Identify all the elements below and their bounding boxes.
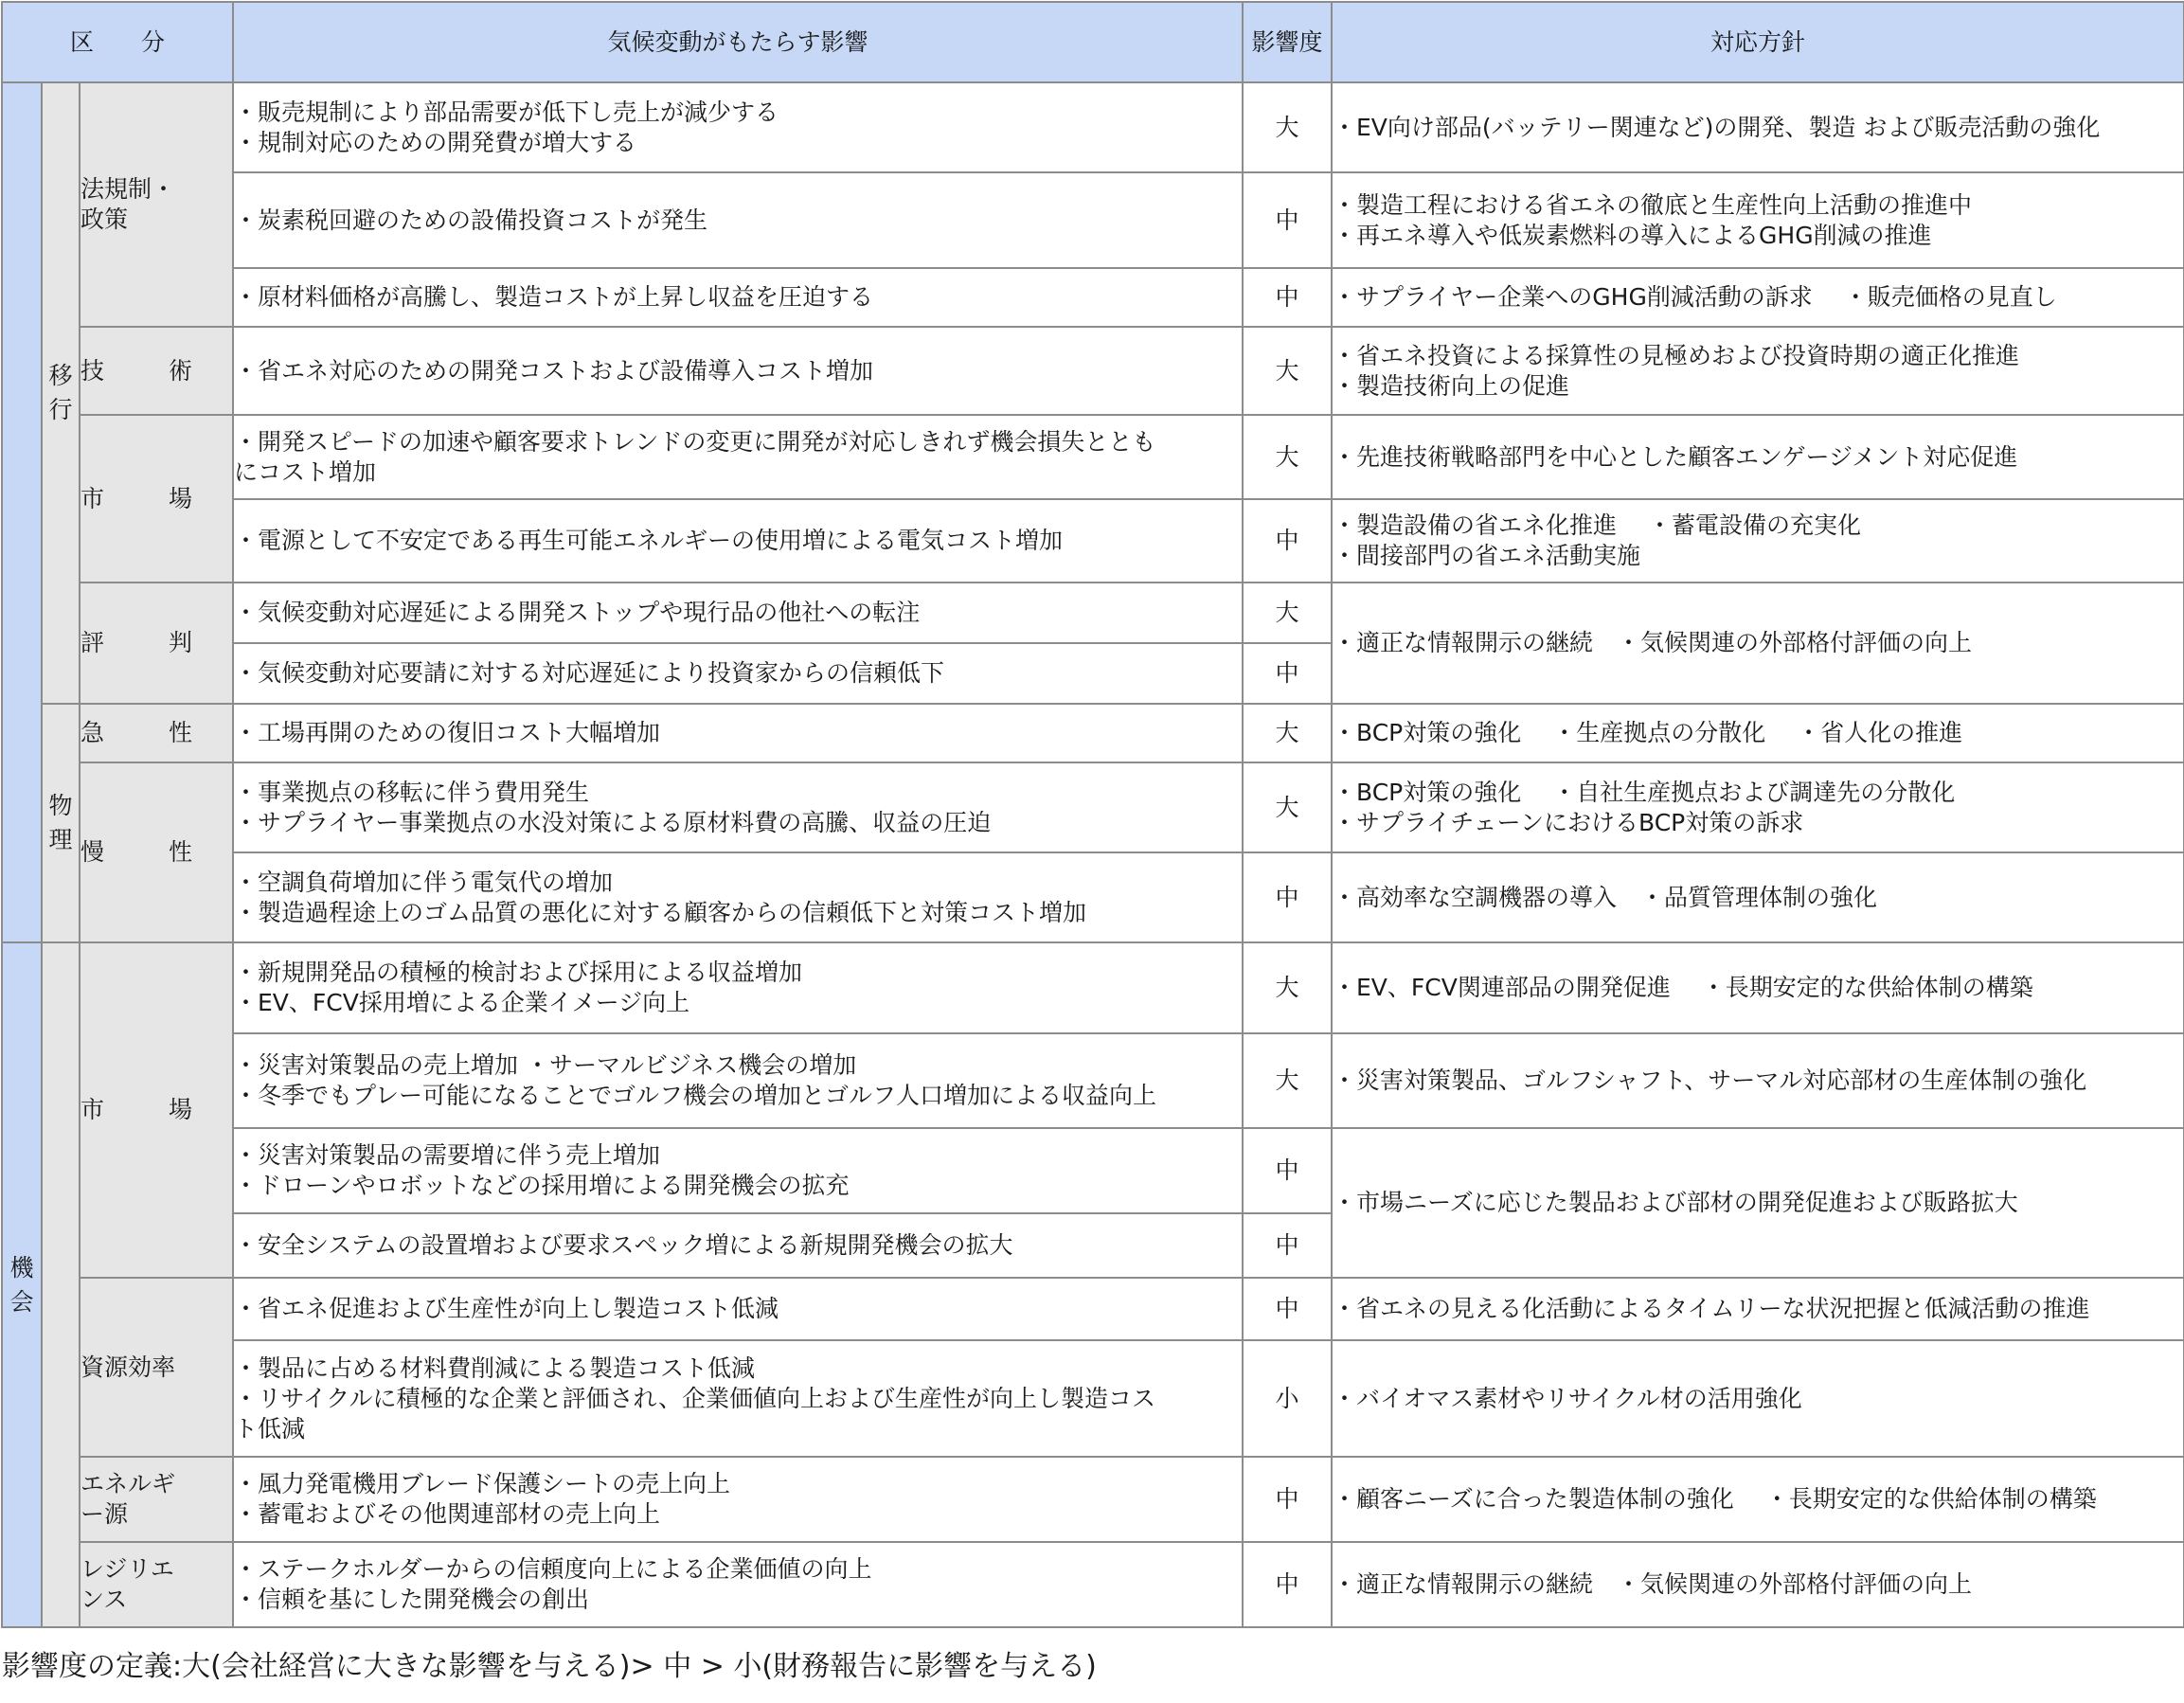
effect-cell: ・気候変動対応遅延による開発ストップや現行品の他社への転注 xyxy=(233,583,1243,643)
level-cell: 大 xyxy=(1243,82,1332,172)
policy-cell: ・サプライヤー企業へのGHG削減活動の訴求 ・販売価格の見直し xyxy=(1332,268,2184,327)
policy-cell: ・EV向け部品(バッテリー関連など)の開発、製造 および販売活動の強化 xyxy=(1332,82,2184,172)
level-cell: 大 xyxy=(1243,762,1332,852)
effect-cell: ・安全システムの設置増および要求スペック増による新規開発機会の拡大 xyxy=(233,1213,1243,1278)
level-cell: 大 xyxy=(1243,704,1332,762)
table-header-row xyxy=(2,2,2184,82)
table-row xyxy=(2,499,2184,583)
table-row xyxy=(2,1457,2184,1542)
effect-cell: ・災害対策製品の需要増に伴う売上増加 ・ドローンやロボットなどの採用増による開発機会の拡充 xyxy=(233,1128,1243,1213)
effect-cell: ・炭素税回避のための設備投資コストが発生 xyxy=(233,172,1243,268)
table-row xyxy=(2,327,2184,415)
effect-cell: ・空調負荷増加に伴う電気代の増加 ・製造過程途上のゴム品質の悪化に対する顧客からの信頼低下と対策コスト増加 xyxy=(233,852,1243,942)
policy-cell: ・BCP対策の強化 ・自社生産拠点および調達先の分散化 ・サプライチェーンにおけるBCP対策の訴求 xyxy=(1332,762,2184,852)
level-cell: 中 xyxy=(1243,1213,1332,1278)
header-effect: 気候変動がもたらす影響 xyxy=(233,2,1243,82)
group-transition: 移行 xyxy=(42,82,80,704)
effect-cell: ・省エネ促進および生産性が向上し製造コスト低減 xyxy=(233,1278,1243,1340)
effect-cell: ・新規開発品の積極的検討および採用による収益増加 ・EV、FCV採用増による企業イメージ向上 xyxy=(233,942,1243,1033)
level-cell: 大 xyxy=(1243,1033,1332,1128)
policy-cell: ・適正な情報開示の継続 ・気候関連の外部格付評価の向上 xyxy=(1332,583,2184,704)
table-row xyxy=(2,762,2184,852)
header-level: 影響度 xyxy=(1243,2,1332,82)
policy-cell: ・適正な情報開示の継続 ・気候関連の外部格付評価の向上 xyxy=(1332,1542,2184,1627)
group-transition-physical-cell xyxy=(2,82,42,942)
effect-cell: ・気候変動対応要請に対する対応遅延により投資家からの信頼低下 xyxy=(233,643,1243,704)
table-row xyxy=(2,942,2184,1033)
header-policy: 対応方針 xyxy=(1332,2,2184,82)
level-cell: 中 xyxy=(1243,172,1332,268)
level-cell: 中 xyxy=(1243,852,1332,942)
subcat-acute: 急 性 xyxy=(80,704,233,762)
subcat-resilience: レジリエンス xyxy=(80,1542,233,1627)
subcat-reputation: 評 判 xyxy=(80,583,233,704)
effect-cell: ・電源として不安定である再生可能エネルギーの使用増による電気コスト増加 xyxy=(233,499,1243,583)
policy-cell: ・災害対策製品、ゴルフシャフト、サーマル対応部材の生産体制の強化 xyxy=(1332,1033,2184,1128)
table-row xyxy=(2,1340,2184,1457)
effect-cell: ・原材料価格が高騰し、製造コストが上昇し収益を圧迫する xyxy=(233,268,1243,327)
table-row xyxy=(2,268,2184,327)
group-opportunity-spacer xyxy=(42,942,80,1627)
effect-cell: ・省エネ対応のための開発コストおよび設備導入コスト増加 xyxy=(233,327,1243,415)
table-row xyxy=(2,1278,2184,1340)
subcat-chronic: 慢 性 xyxy=(80,762,233,942)
level-cell: 中 xyxy=(1243,1542,1332,1627)
policy-cell: ・バイオマス素材やリサイクル材の活用強化 xyxy=(1332,1340,2184,1457)
impact-definition-footnote: 影響度の定義:大(会社経営に大きな影響を与える)> 中 > 小(財務報告に影響を与える) xyxy=(2,1650,1097,1683)
table-row xyxy=(2,1033,2184,1128)
subcat-market: 市 場 xyxy=(80,415,233,583)
policy-cell: ・EV、FCV関連部品の開発促進 ・長期安定的な供給体制の構築 xyxy=(1332,942,2184,1033)
level-cell: 中 xyxy=(1243,268,1332,327)
policy-cell: ・製造工程における省エネの徹底と生産性向上活動の推進中 ・再エネ導入や低炭素燃料の導入によるGHG削減の推進 xyxy=(1332,172,2184,268)
effect-cell: ・ステークホルダーからの信頼度向上による企業価値の向上 ・信頼を基にした開発機会の創出 xyxy=(233,1542,1243,1627)
policy-cell: ・BCP対策の強化 ・生産拠点の分散化 ・省人化の推進 xyxy=(1332,704,2184,762)
effect-cell: ・製品に占める材料費削減による製造コスト低減 ・リサイクルに積極的な企業と評価され、企業価値向上および生産性が向上し製造コス ト低減 xyxy=(233,1340,1243,1457)
subcat-energy: エネルギー源 xyxy=(80,1457,233,1542)
climate-impact-table xyxy=(1,1,2184,1628)
policy-cell: ・省エネの見える化活動によるタイムリーな状況把握と低減活動の推進 xyxy=(1332,1278,2184,1340)
effect-cell: ・風力発電機用ブレード保護シートの売上向上 ・蓄電およびその他関連部材の売上向上 xyxy=(233,1457,1243,1542)
effect-cell: ・販売規制により部品需要が低下し売上が減少する ・規制対応のための開発費が増大する xyxy=(233,82,1243,172)
table-row xyxy=(2,852,2184,942)
level-cell: 大 xyxy=(1243,583,1332,643)
policy-cell: ・製造設備の省エネ化推進 ・蓄電設備の充実化 ・間接部門の省エネ活動実施 xyxy=(1332,499,2184,583)
subcat-market-opportunity: 市 場 xyxy=(80,942,233,1278)
table-row xyxy=(2,704,2184,762)
group-opportunity: 機会 xyxy=(2,942,42,1627)
subcat-technology: 技 術 xyxy=(80,327,233,415)
subcat-resource: 資源効率 xyxy=(80,1278,233,1457)
table-row xyxy=(2,583,2184,643)
subcat-regulation: 法規制・政策 xyxy=(80,82,233,327)
table-row xyxy=(2,415,2184,499)
table-row xyxy=(2,172,2184,268)
policy-cell: ・先進技術戦略部門を中心とした顧客エンゲージメント対応促進 xyxy=(1332,415,2184,499)
policy-cell: ・市場ニーズに応じた製品および部材の開発促進および販路拡大 xyxy=(1332,1128,2184,1278)
table-row xyxy=(2,1542,2184,1627)
effect-cell: ・事業拠点の移転に伴う費用発生 ・サプライヤー事業拠点の水没対策による原材料費の高騰、収益の圧迫 xyxy=(233,762,1243,852)
level-cell: 中 xyxy=(1243,643,1332,704)
level-cell: 小 xyxy=(1243,1340,1332,1457)
level-cell: 中 xyxy=(1243,499,1332,583)
effect-cell: ・開発スピードの加速や顧客要求トレンドの変更に開発が対応しきれず機会損失ととも にコスト増加 xyxy=(233,415,1243,499)
policy-cell: ・省エネ投資による採算性の見極めおよび投資時期の適正化推進 ・製造技術向上の促進 xyxy=(1332,327,2184,415)
table-row xyxy=(2,82,2184,172)
policy-cell: ・高効率な空調機器の導入 ・品質管理体制の強化 xyxy=(1332,852,2184,942)
level-cell: 大 xyxy=(1243,327,1332,415)
level-cell: 大 xyxy=(1243,415,1332,499)
level-cell: 大 xyxy=(1243,942,1332,1033)
group-physical: 物理 xyxy=(42,704,80,942)
table-row xyxy=(2,1128,2184,1213)
effect-cell: ・災害対策製品の売上増加 ・サーマルビジネス機会の増加 ・冬季でもプレー可能になることでゴルフ機会の増加とゴルフ人口増加による収益向上 xyxy=(233,1033,1243,1128)
header-category: 区 分 xyxy=(2,2,233,82)
effect-cell: ・工場再開のための復旧コスト大幅増加 xyxy=(233,704,1243,762)
policy-cell: ・顧客ニーズに合った製造体制の強化 ・長期安定的な供給体制の構築 xyxy=(1332,1457,2184,1542)
level-cell: 中 xyxy=(1243,1278,1332,1340)
level-cell: 中 xyxy=(1243,1457,1332,1542)
level-cell: 中 xyxy=(1243,1128,1332,1213)
